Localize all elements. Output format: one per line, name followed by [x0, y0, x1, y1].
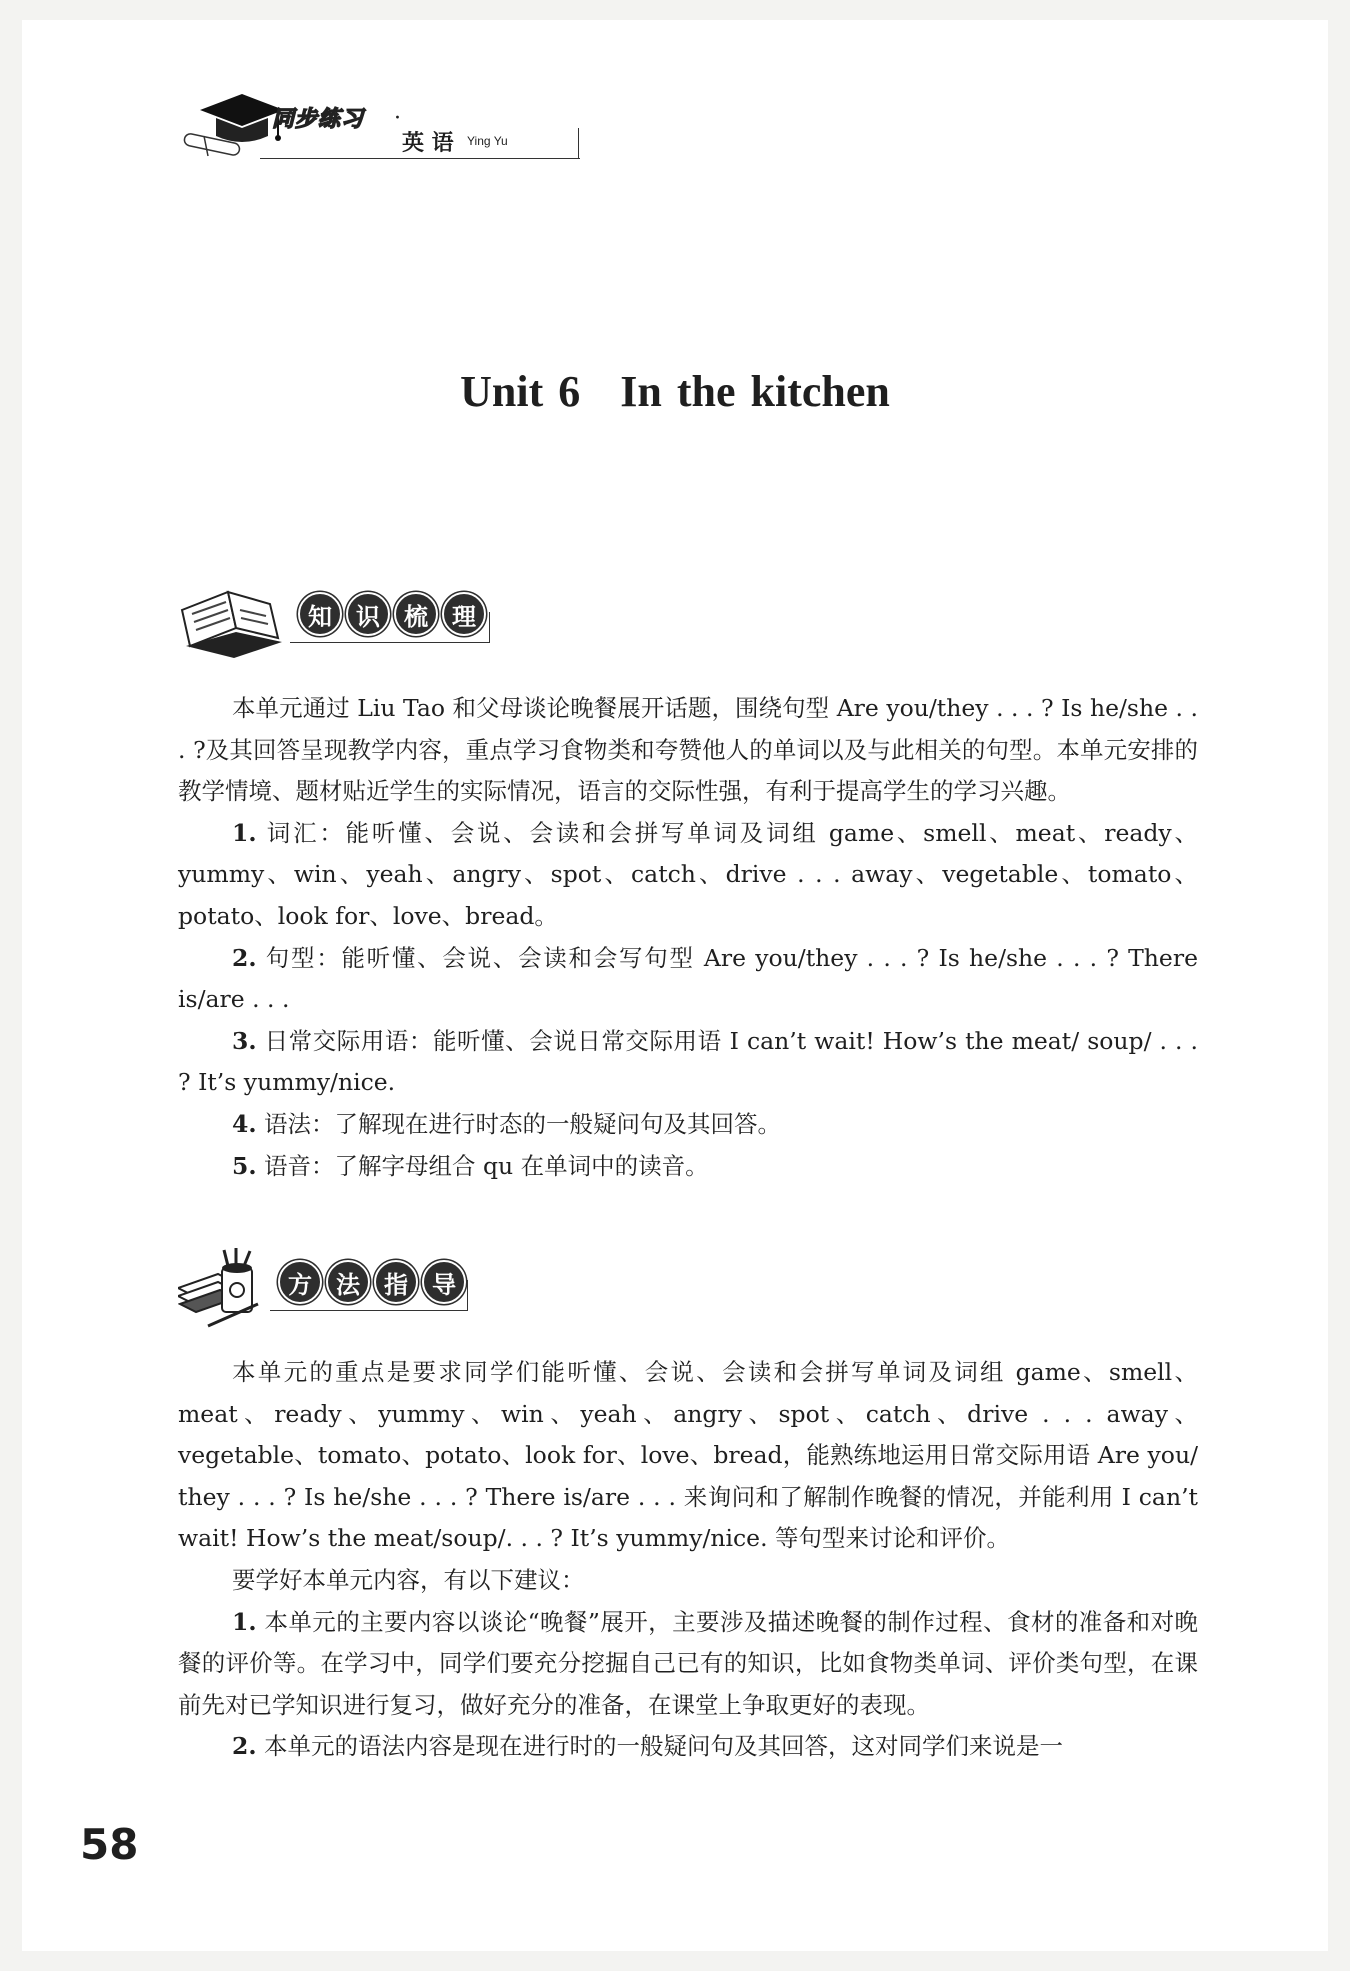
knowledge-item: 1. 词汇：能听懂、会说、会读和会拼写单词及词组 game、smell、meat、ready、yummy、win、yeah、angry、spot、catch、drive . . . away、vegetable、tomato、potato、look for、love、bread。 [178, 818, 1198, 930]
method-intro: 本单元的重点是要求同学们能听懂、会说、会读和会拼写单词及词组 game、smell、meat、ready、yummy、win、yeah、angry、spot、catch、drive . . . away、vegetable、tomato、potato、look for、love、bread，能熟练地运用日常交际用语 Are you/ they . . . ? Is he/she . . . ? There is/are . . . 来询问和了解制作晚餐的情况，并能利用 I can’t wait! How’s the meat/soup/. . . ? It’s yummy/nice. 等句型来讨论和评价。 [178, 1358, 1198, 1553]
books-and-pencils-icon [178, 1248, 278, 1328]
unit-name: In the kitchen [620, 367, 890, 416]
open-book-icon [178, 580, 288, 660]
heading-rule [290, 642, 490, 643]
knowledge-item: 5. 语音：了解字母组合 qu 在单词中的读音。 [232, 1151, 709, 1180]
heading-char-2: 法 [326, 1260, 370, 1304]
heading-char-1: 方 [278, 1260, 322, 1304]
section-heading-knowledge [178, 580, 498, 660]
heading-char-4: 理 [442, 592, 486, 636]
heading-char-3: 梳 [394, 592, 438, 636]
heading-char-4: 导 [422, 1260, 466, 1304]
header-rule [260, 158, 580, 159]
knowledge-item: 2. 句型：能听懂、会说、会读和会写句型 Are you/they . . . ? Is he/she . . . ? There is/are . . . [178, 943, 1198, 1014]
header-dot: · [394, 106, 401, 131]
heading-char-3: 指 [374, 1260, 418, 1304]
knowledge-item: 3. 日常交际用语：能听懂、会说日常交际用语 I can’t wait! How’s the meat/ soup/ . . . ? It’s yummy/nice. [178, 1026, 1198, 1097]
method-item: 2. 本单元的语法内容是现在进行时的一般疑问句及其回答，这对同学们来说是一 [232, 1732, 1064, 1761]
heading-rule-end [489, 612, 490, 643]
header-rule-end [578, 128, 579, 159]
heading-char-2: 识 [346, 592, 390, 636]
series-logo: 同步练习 [272, 107, 365, 132]
section-method-body [178, 1352, 1198, 1768]
heading-rule [270, 1310, 468, 1311]
section-knowledge-body [178, 688, 1198, 1187]
page-number: 58 [80, 1820, 139, 1869]
knowledge-intro: 本单元通过 Liu Tao 和父母谈论晚餐展开话题，围绕句型 Are you/they . . . ? Is he/she . . . ?及其回答呈现教学内容，重点学习食物类和夸赞他人的单词以及与此相关的句型。本单元安排的教学情境、题材贴近学生的实际情况，语言的交际性强，有利于提高学生的学习兴趣。 [178, 694, 1198, 806]
book-header [180, 88, 540, 168]
subject-label: 英 语 [402, 131, 454, 156]
section-heading-method [178, 1248, 478, 1328]
heading-rule-end [467, 1280, 468, 1311]
knowledge-item: 4. 语法：了解现在进行时态的一般疑问句及其回答。 [232, 1109, 782, 1138]
unit-number: Unit 6 [460, 367, 581, 416]
unit-title [0, 366, 1350, 417]
subject-pinyin: Ying Yu [467, 134, 508, 148]
method-advice-lead: 要学好本单元内容，有以下建议： [232, 1565, 585, 1594]
heading-char-1: 知 [298, 592, 342, 636]
method-item: 1. 本单元的主要内容以谈论“晚餐”展开，主要涉及描述晚餐的制作过程、食材的准备和对晚餐的评价等。在学习中，同学们要充分挖掘自己已有的知识，比如食物类单词、评价类句型，在课前先对已学知识进行复习，做好充分的准备，在课堂上争取更好的表现。 [178, 1607, 1198, 1719]
